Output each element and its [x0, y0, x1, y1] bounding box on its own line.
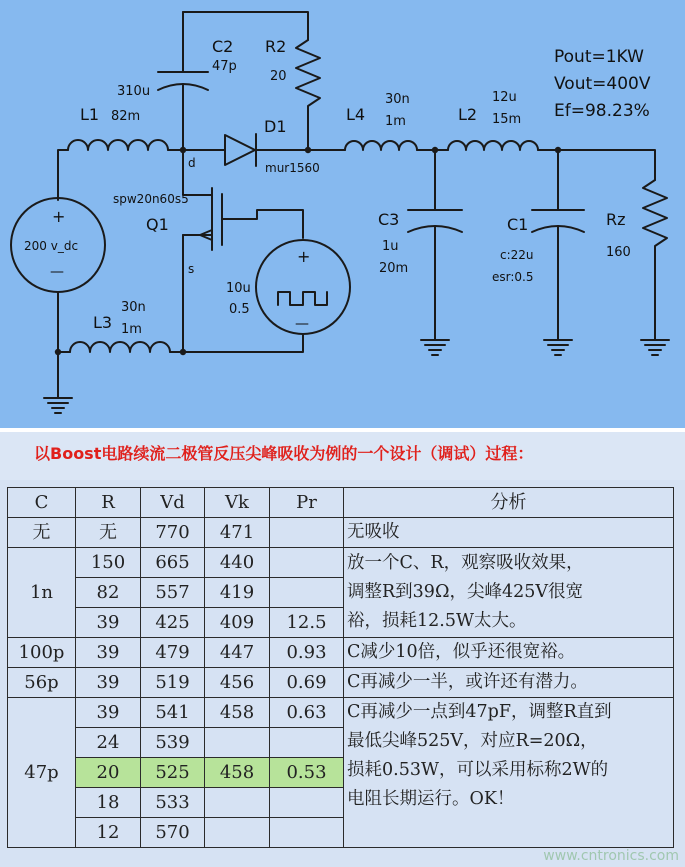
header-c: C: [8, 488, 76, 518]
cell-vk: [205, 728, 270, 758]
cell-vk: [205, 788, 270, 818]
header-pr: Pr: [270, 488, 344, 518]
l2-value-2: 15m: [492, 112, 522, 127]
vdc-minus: —: [50, 264, 64, 280]
cell-vd: 525: [141, 758, 205, 788]
cell-pr: 0.53: [270, 758, 344, 788]
spec-pout: Pout=1KW: [554, 47, 644, 67]
cell-vd: 570: [141, 818, 205, 848]
cell-r: 39: [76, 608, 141, 638]
table-row: [8, 668, 674, 698]
header-vk: Vk: [205, 488, 270, 518]
cell-pr: [270, 788, 344, 818]
vpulse-value-2: 0.5: [229, 302, 250, 317]
rz-name: Rz: [606, 210, 626, 229]
cell-vd: 519: [141, 668, 205, 698]
l3-value-1: 30n: [121, 300, 146, 315]
header-vd: Vd: [141, 488, 205, 518]
l1-name: L1: [80, 105, 100, 124]
rz-value: 160: [606, 245, 631, 260]
cell-vk: 458: [205, 698, 270, 728]
cell-r: 20: [76, 758, 141, 788]
q1-drain-label: d: [188, 156, 196, 170]
cell-pr: [270, 728, 344, 758]
table-row: [8, 548, 674, 578]
cell-r: 39: [76, 638, 141, 668]
table-header-row: [8, 488, 674, 518]
cell-pr: [270, 548, 344, 578]
cell-c: 56p: [8, 668, 76, 698]
watermark: www.cntronics.com: [543, 848, 679, 864]
c3-name: C3: [378, 210, 400, 229]
c1-name: C1: [507, 215, 529, 234]
cell-c-group: 1n: [8, 548, 76, 638]
cell-analysis: C减少10倍，似乎还很宽裕。: [344, 638, 674, 668]
vdc-label: 200 v_dc: [24, 239, 79, 253]
table-row: [8, 698, 674, 728]
c2-value: 47p: [212, 59, 237, 74]
cell-c: 100p: [8, 638, 76, 668]
vdc-plus: +: [52, 207, 66, 226]
cell-r: 无: [76, 518, 141, 548]
analysis-line: C再减少一点到47pF，调整R直到: [347, 702, 612, 722]
header-r: R: [76, 488, 141, 518]
cell-r: 150: [76, 548, 141, 578]
r2-name: R2: [265, 37, 287, 56]
boost-circuit-schematic: [0, 0, 685, 430]
design-table: [7, 487, 674, 848]
cell-pr: 0.93: [270, 638, 344, 668]
cell-vk: 458: [205, 758, 270, 788]
analysis-line: 损耗0.53W，可以采用标称2W的: [347, 760, 609, 780]
l2-value-1: 12u: [492, 90, 517, 105]
cell-r: 12: [76, 818, 141, 848]
cell-pr: [270, 518, 344, 548]
cell-vd: 425: [141, 608, 205, 638]
cell-analysis-group: [344, 548, 674, 638]
c2-name: C2: [212, 37, 234, 56]
table-row: [8, 638, 674, 668]
cell-analysis-group: [344, 698, 674, 848]
cell-pr: 12.5: [270, 608, 344, 638]
l3-value-2: 1m: [121, 322, 142, 337]
cell-pr: 0.63: [270, 698, 344, 728]
spec-ef: Ef=98.23%: [554, 101, 650, 121]
cell-r: 24: [76, 728, 141, 758]
analysis-line: 裕，损耗12.5W太大。: [347, 611, 527, 631]
cell-vd: 665: [141, 548, 205, 578]
cell-r: 18: [76, 788, 141, 818]
vpulse-plus: +: [297, 247, 311, 266]
cell-c: 无: [8, 518, 76, 548]
page-title: 以Boost电路续流二极管反压尖峰吸收为例的一个设计（调试）过程：: [34, 444, 534, 463]
cell-vd: 479: [141, 638, 205, 668]
l4-name: L4: [346, 105, 366, 124]
cell-vd: 557: [141, 578, 205, 608]
cell-pr: [270, 818, 344, 848]
c3-value-2: 20m: [379, 261, 409, 276]
cell-analysis: C再减少一半，或许还有潜力。: [344, 668, 674, 698]
cell-vk: 419: [205, 578, 270, 608]
q1-name: Q1: [146, 215, 169, 234]
l1-value-1: 310u: [117, 84, 151, 99]
c3-value-1: 1u: [382, 239, 399, 254]
spec-vout: Vout=400V: [554, 74, 651, 94]
analysis-line: 调整R到39Ω，尖峰425V很宽: [347, 582, 583, 602]
cell-pr: 0.69: [270, 668, 344, 698]
table-row: [8, 518, 674, 548]
cell-r: 39: [76, 698, 141, 728]
analysis-line: 放一个C、R，观察吸收效果，: [347, 553, 584, 573]
l2-name: L2: [458, 105, 478, 124]
l1-value-2: 82m: [111, 109, 141, 124]
cell-r: 39: [76, 668, 141, 698]
r2-value: 20: [270, 69, 287, 84]
cell-vk: [205, 818, 270, 848]
cell-analysis: 无吸收: [344, 518, 674, 548]
c1-value-2: esr:0.5: [492, 270, 534, 284]
cell-vk: 409: [205, 608, 270, 638]
d1-name: D1: [264, 117, 287, 136]
cell-vd: 539: [141, 728, 205, 758]
l4-value-1: 30n: [385, 92, 410, 107]
cell-c-group: 47p: [8, 698, 76, 848]
d1-part: mur1560: [265, 161, 320, 175]
vpulse-value-1: 10u: [226, 281, 251, 296]
cell-vd: 770: [141, 518, 205, 548]
cell-vd: 541: [141, 698, 205, 728]
analysis-line: 电阻长期运行。OK！: [347, 789, 515, 809]
cell-vk: 440: [205, 548, 270, 578]
cell-vk: 456: [205, 668, 270, 698]
analysis-line: 最低尖峰525V，对应R=20Ω，: [347, 731, 598, 751]
header-analysis: 分析: [344, 488, 674, 518]
c1-value-1: c:22u: [500, 248, 534, 262]
cell-vd: 533: [141, 788, 205, 818]
cell-r: 82: [76, 578, 141, 608]
cell-pr: [270, 578, 344, 608]
cell-vk: 471: [205, 518, 270, 548]
cell-vk: 447: [205, 638, 270, 668]
q1-source-label: s: [188, 262, 195, 276]
q1-part: spw20n60s5: [113, 192, 189, 206]
l3-name: L3: [93, 313, 113, 332]
l4-value-2: 1m: [385, 114, 406, 129]
vpulse-minus: —: [295, 316, 309, 332]
